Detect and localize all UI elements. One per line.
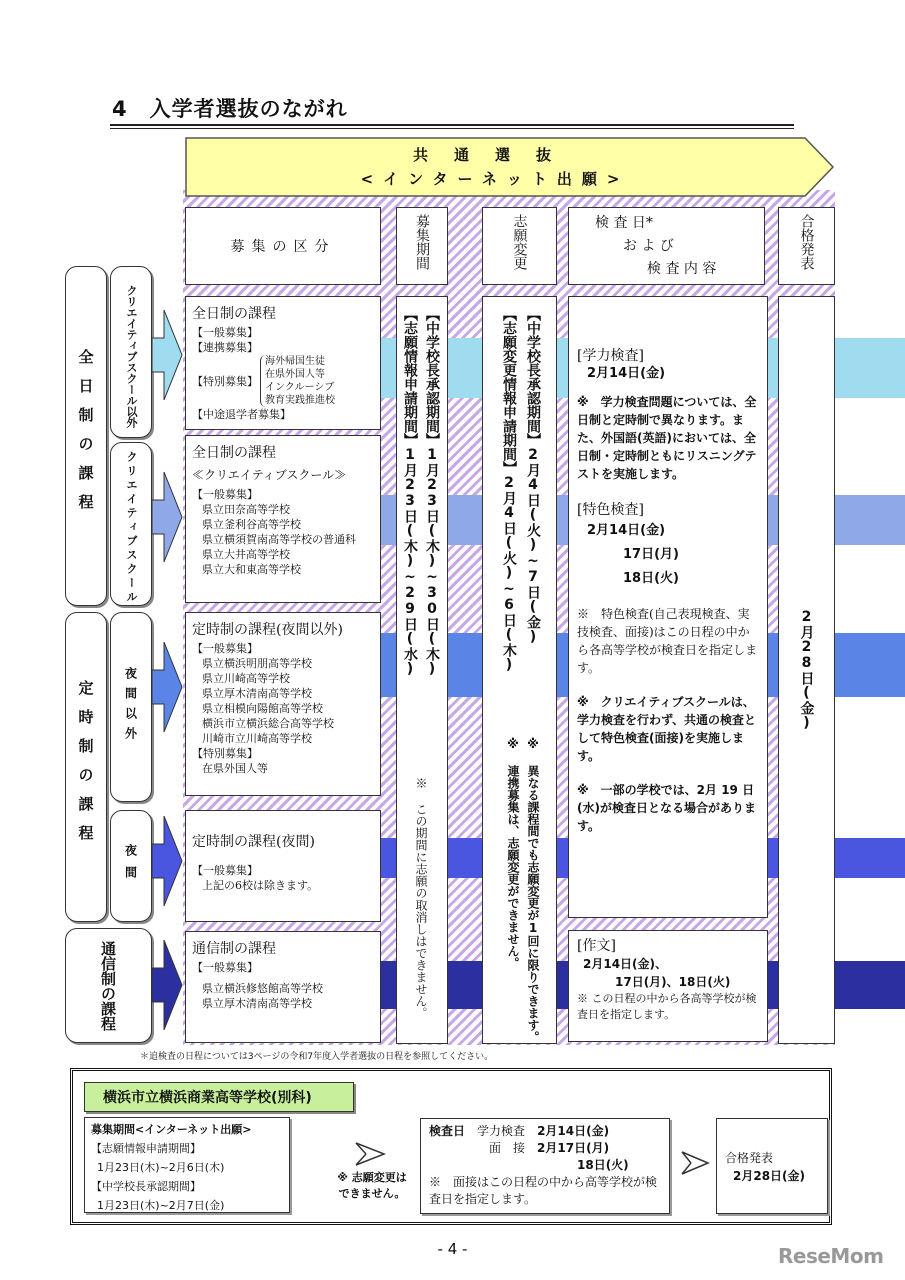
sakubun-label: [作文]: [577, 938, 616, 954]
tokushoku-date: 2月14日(金): [587, 523, 666, 538]
label-teiji-night: [110, 810, 152, 922]
course-line: 【一般募集】: [192, 326, 258, 339]
bekka-no-change-note: [322, 1170, 422, 1202]
header-kubun: 募集の区分: [185, 207, 381, 285]
title-rule-thin: [110, 128, 794, 129]
sakubun-note: ※ この日程の中から各高等学校が検査日を指定します。: [577, 992, 757, 1021]
bekka-gokaku-label: 合格発表: [725, 1151, 774, 1165]
henko-shigan: [498, 307, 520, 673]
header-kensa: [568, 207, 765, 285]
gakuryoku-note: ※ 学力検査問題については、全日制と定時制で異なります。また、外国語(英語)においては、全日制・定時制ともにリスニングテストを実施します。: [577, 395, 757, 481]
arrow-icon: [152, 642, 184, 732]
course-group: 【一般募集】: [192, 488, 258, 501]
school: 県立厚木清南高等学校: [202, 687, 312, 700]
gakuryoku-label: [学力検査]: [577, 348, 644, 364]
title-rule: [110, 124, 794, 126]
course-note: 上記の6校は除きます。: [202, 879, 319, 892]
school: 県立大和東高等学校: [202, 563, 301, 576]
section-title-text: 入学者選抜のながれ: [149, 97, 348, 121]
kensa-column: [568, 296, 768, 918]
arrow-icon: [152, 940, 184, 1030]
school: 在県外国人等: [202, 762, 268, 775]
course-group: 【特別募集】: [192, 747, 258, 760]
label-tsushin: [65, 928, 152, 1043]
sakubun-date2: 17日(月)、18日(火): [615, 975, 731, 989]
chevron-right-icon: [354, 1141, 388, 1167]
special-item: 海外帰国生徒: [265, 356, 325, 367]
bekka-shonin-dates: 1月23日(木)~2月7日(金): [97, 1199, 225, 1212]
boshu-note: ※ この期間に志願の取消しはできません。: [414, 777, 428, 1019]
school: 県立横須賀南高等学校の普通科: [202, 533, 356, 546]
school: 県立相模向陽館高等学校: [202, 702, 323, 715]
course-tsushin: [185, 931, 381, 1043]
course-title: 全日制の課程: [192, 306, 276, 322]
course-teiji-day: [185, 612, 381, 796]
special-item: 教育実践推進校: [265, 395, 335, 406]
label-creative: [110, 442, 152, 606]
arrow-icon: [152, 816, 184, 906]
henko-shonin-label: 【中学校長承認期間】: [525, 307, 541, 447]
boshu-shonin: [421, 307, 443, 677]
special-label: 【特別募集】: [192, 374, 258, 388]
sakubun-box: [568, 930, 768, 1042]
bekka-kensa-name: 学力検査: [477, 1124, 526, 1138]
tokushoku-note: ※ 特色検査(自己表現検査、実技検査、面接)はこの日程の中から各高等学校が検査日を指定します。: [577, 607, 758, 675]
bekka-gokaku-date: 2月28日(金): [733, 1169, 806, 1183]
some-schools-note: ※ 一部の学校では、2月 19 日(水)が検査日となる場合があります。: [577, 783, 756, 833]
arrow-icon: [152, 472, 184, 562]
label-non-creative-text: クリエイティブスクール以外: [125, 284, 138, 428]
label-tsushin-text: 通信制の課程: [99, 940, 117, 1031]
school: 川崎市立川崎高等学校: [202, 732, 312, 745]
bekka-kensa-box: [420, 1118, 670, 1214]
school: 県立川崎高等学校: [202, 672, 290, 685]
label-creative-text: クリエイティブスクール: [125, 451, 138, 605]
page-number: - 4 -: [437, 1240, 468, 1258]
bekka-gokaku-box: [716, 1118, 828, 1214]
course-teiji-night: [185, 810, 381, 922]
bekka-shigan-label: 【志願情報申請期間】: [91, 1142, 201, 1155]
boshu-column: [396, 296, 448, 1044]
school: 県立厚木清南高等学校: [202, 997, 312, 1010]
boshu-shonin-dates: 1月23日(木)~30日(木): [424, 447, 440, 677]
bekka-kensa-date: 2月14日(金): [537, 1124, 610, 1138]
label-zennichi: [65, 266, 107, 606]
footnote: ＊追検査の日程については3ページの令和7年度入学者選抜の日程を参照してください。: [140, 1052, 494, 1062]
special-item: インクルーシブ: [265, 382, 335, 393]
tokushoku-date: 17日(月): [623, 547, 679, 562]
watermark-logo: ReseMom: [778, 1244, 884, 1268]
course-zennichi: [185, 296, 381, 430]
banner-subtitle: <インターネット出願>: [360, 170, 630, 188]
section-number: 4: [112, 97, 128, 121]
course-title: 全日制の課程: [192, 445, 276, 461]
course-group: 【一般募集】: [192, 864, 258, 877]
boshu-shigan-label: 【志願情報申請期間】: [402, 307, 418, 447]
header-henko: [482, 207, 557, 285]
henko-shonin: [522, 307, 544, 645]
header-kensa-line2: お よ び: [623, 238, 674, 254]
header-gokaku-text: 合格発表: [798, 214, 815, 270]
bekka-no-change-line1: ※ 志願変更は: [337, 1171, 407, 1184]
label-zennichi-text: 全日制の課程: [76, 349, 95, 523]
section-title: [112, 93, 348, 123]
school: 県立大井高等学校: [202, 548, 290, 561]
gokaku-date: 2月28日(金): [798, 609, 815, 731]
tokushoku-date: 18日(火): [623, 571, 679, 586]
bekka-kensa-date: 2月17日(月): [537, 1141, 610, 1155]
henko-shonin-dates: 2月4日(火)~7日(金): [525, 447, 541, 645]
common-selection-banner: [185, 137, 835, 197]
bekka-shigan-dates: 1月23日(木)~2月6日(木): [97, 1161, 225, 1174]
header-kensa-line3: 検 査 内 容: [647, 261, 717, 277]
school: 県立横浜明朋高等学校: [202, 657, 312, 670]
bekka-shonin-label: 【中学校長承認期間】: [91, 1180, 201, 1193]
bekka-title: 横浜市立横浜商業高等学校(別科): [84, 1082, 354, 1112]
label-teiji-day: [110, 612, 152, 802]
course-subtitle: ≪クリエイティブスクール≫: [192, 468, 347, 482]
henko-column: [482, 296, 557, 1044]
school: 県立田奈高等学校: [202, 503, 290, 516]
header-kikan: [396, 207, 448, 285]
henko-note1: ※ 異なる課程間でも志願変更が1回に限りできます。: [526, 737, 540, 1043]
special-item: 在県外国人等: [265, 369, 325, 380]
school: 県立横浜修悠館高等学校: [202, 982, 323, 995]
banner-title: 共通選抜: [412, 146, 577, 164]
bekka-period-title: 募集期間<インターネット出願>: [91, 1123, 252, 1136]
gakuryoku-date: 2月14日(金): [587, 366, 666, 381]
henko-shigan-dates: 2月4日(火)~6日(木): [501, 475, 517, 673]
school: 横浜市立横浜総合高等学校: [202, 717, 334, 730]
sakubun-date1: 2月14日(金)、: [583, 957, 668, 971]
tokushoku-label: [特色検査]: [577, 502, 644, 518]
label-teiji-night-text: 夜間: [123, 844, 138, 888]
henko-note2: ※ 連携募集は、志願変更ができません。: [506, 737, 520, 969]
course-title: 定時制の課程(夜間): [192, 834, 315, 850]
label-teiji: [65, 612, 107, 922]
bekka-kensa-date: 18日(火): [577, 1158, 629, 1172]
course-group: 【一般募集】: [192, 642, 258, 655]
course-creative: [185, 435, 381, 603]
header-henko-text: 志願変更: [511, 214, 528, 270]
chevron-right-icon: [680, 1150, 710, 1176]
bekka-period-box: [84, 1117, 290, 1213]
course-group: 【一般募集】: [192, 961, 258, 974]
boshu-shonin-label: 【中学校長承認期間】: [424, 307, 440, 447]
bekka-kensa-name: 面 接: [489, 1141, 526, 1155]
creative-note: ※ クリエイティブスクールは、学力検査を行わず、共通の検査として特色検査(面接)を実施します。: [577, 695, 757, 763]
bekka-kensa-label: 検査日: [429, 1124, 466, 1138]
course-title: 定時制の課程(夜間以外): [192, 622, 343, 638]
gokaku-column: [778, 296, 835, 1044]
arrow-icon: [152, 310, 184, 400]
boshu-shigan: [399, 307, 421, 677]
bekka-no-change-line2: できません。: [338, 1187, 406, 1200]
school: 県立釜利谷高等学校: [202, 518, 301, 531]
course-title: 通信制の課程: [192, 941, 276, 957]
course-line: 【中途退学者募集】: [192, 408, 291, 421]
bekka-kensa-note: ※ 面接はこの日程の中から高等学校が検査日を指定します。: [429, 1175, 658, 1206]
label-teiji-day-text: 夜間以外: [123, 667, 138, 747]
henko-shigan-label: 【志願変更情報申請期間】: [501, 307, 517, 475]
header-kensa-line1: 検 査 日*: [595, 215, 653, 231]
header-kikan-text: 募集期間: [414, 214, 430, 270]
label-teiji-text: 定時制の課程: [76, 680, 95, 854]
header-gokaku: [778, 207, 835, 285]
label-non-creative: [110, 266, 152, 438]
boshu-shigan-dates: 1月23日(木)~29日(水): [402, 447, 418, 677]
course-line: 【連携募集】: [192, 341, 258, 354]
